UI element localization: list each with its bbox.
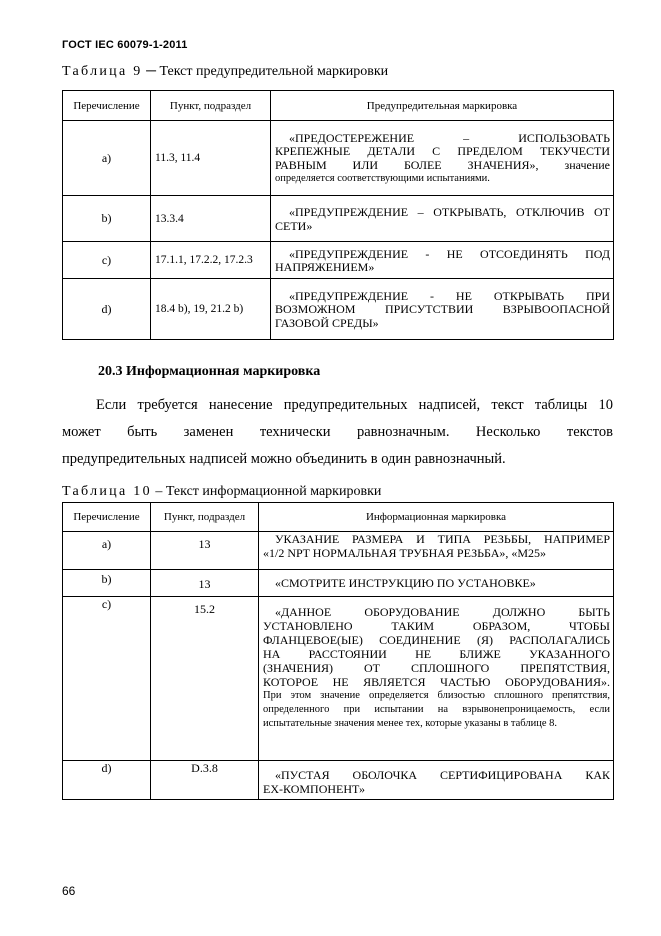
- paragraph-line: предупредительных надписей можно объединить в один равнозначный.: [62, 451, 506, 467]
- table10-col-item: Перечисление: [63, 503, 151, 532]
- row-marking: [259, 761, 614, 800]
- table-row: [63, 242, 614, 279]
- marking-note: определяется соответствующими испытаниями.: [275, 173, 490, 185]
- table10-caption-label: Таблица 10: [62, 484, 152, 499]
- row-item: b): [63, 196, 151, 242]
- row-clause: 17.1.1, 17.2.2, 17.2.3: [151, 242, 271, 279]
- table-row: [63, 196, 614, 242]
- document-header: ГОСТ IEC 60079-1-2011: [62, 39, 188, 51]
- row-marking: [259, 597, 614, 761]
- table9-col-marking: Предупредительная маркировка: [271, 91, 614, 121]
- table9-caption: [62, 64, 388, 80]
- table10-header-row: [63, 503, 614, 532]
- marking-line: ВОЗМОЖНОМ ПРИСУТСТВИИ ВЗРЫВООПАСНОЙ: [275, 302, 610, 317]
- table10-caption-text: – Текст информационной маркировки: [151, 484, 382, 499]
- row-clause: 11.3, 11.4: [151, 121, 271, 196]
- table9: [62, 90, 614, 340]
- table10-col-marking: Информационная маркировка: [259, 503, 614, 532]
- table-row: [63, 279, 614, 340]
- table9-caption-dash: ─: [146, 64, 156, 79]
- marking-line: УСТАНОВЛЕНО ТАКИМ ОБРАЗОМ, ЧТОБЫ: [263, 619, 610, 633]
- table10: [62, 502, 614, 800]
- table-row: [63, 761, 614, 800]
- table9-col-clause: Пункт, подраздел: [151, 91, 271, 121]
- table10-col-clause: Пункт, подраздел: [151, 503, 259, 532]
- paragraph-line: может быть заменен технически равнозначным. Несколько текстов: [62, 424, 613, 440]
- row-marking: [259, 532, 614, 570]
- marking-line: ФЛАНЦЕВОЕ(ЫЕ) СОЕДИНЕНИЕ (Я) РАСПОЛАГАЛИСЬ: [263, 633, 610, 647]
- row-item: a): [63, 532, 151, 570]
- row-clause: 18.4 b), 19, 21.2 b): [151, 279, 271, 340]
- row-marking: [259, 570, 614, 597]
- marking-line: «ДАННОЕ ОБОРУДОВАНИЕ ДОЛЖНО БЫТЬ: [275, 605, 610, 619]
- marking-line: «ПУСТАЯ ОБОЛОЧКА СЕРТИФИЦИРОВАНА КАК: [275, 768, 610, 782]
- row-clause: 15.2: [151, 597, 259, 761]
- row-clause: 13: [151, 532, 259, 570]
- marking-line: «1/2 NPT НОРМАЛЬНАЯ ТРУБНАЯ РЕЗЬБА», «M25»: [263, 545, 547, 560]
- marking-line: РАВНЫМ ИЛИ БОЛЕЕ ЗНАЧЕНИЯ», значение: [275, 157, 610, 172]
- table-row: [63, 532, 614, 570]
- marking-line: КРЕПЕЖНЫЕ ДЕТАЛИ С ПРЕДЕЛОМ ТЕКУЧЕСТИ: [275, 144, 610, 159]
- section-heading: 20.3 Информационная маркировка: [98, 364, 321, 379]
- marking-line: УКАЗАНИЕ РАЗМЕРА И ТИПА РЕЗЬБЫ, НАПРИМЕР: [275, 532, 610, 546]
- marking-line: НА РАССТОЯНИИ НЕ БЛИЖЕ УКАЗАННОГО: [263, 647, 610, 661]
- marking-line: НАПРЯЖЕНИЕМ»: [275, 260, 375, 274]
- marking-line: «СМОТРИТЕ ИНСТРУКЦИЮ ПО УСТАНОВКЕ»: [275, 576, 536, 590]
- marking-line: EX-КОМПОНЕНТ»: [263, 781, 366, 796]
- table-row: [63, 121, 614, 196]
- row-clause: D.3.8: [151, 761, 259, 800]
- marking-line: «ПРЕДУПРЕЖДЕНИЕ – ОТКРЫВАТЬ, ОТКЛЮЧИВ ОТ: [289, 205, 610, 219]
- marking-line: КОТОРОЕ НЕ ЯВЛЯЕТСЯ ЧАСТЬЮ ОБОРУДОВАНИЯ».: [263, 675, 610, 689]
- table-row: [63, 597, 614, 761]
- table10-caption: [62, 484, 381, 500]
- row-clause: 13: [151, 570, 259, 597]
- marking-line: СЕТИ»: [275, 218, 313, 233]
- row-marking: [271, 279, 614, 340]
- table9-header-row: [63, 91, 614, 121]
- row-item: c): [63, 597, 151, 761]
- marking-line: «ПРЕДОСТЕРЕЖЕНИЕ – ИСПОЛЬЗОВАТЬ: [289, 130, 610, 145]
- marking-note: При этом значение определяется близостью сплошного препятствия, определенного при испытании на взрывонепроницаемость, если испытательные значения менее тех, которые указаны в таблице 8.: [263, 690, 610, 729]
- table9-caption-label: Таблица 9: [62, 64, 143, 79]
- row-item: b): [63, 570, 151, 597]
- marking-line: ГАЗОВОЙ СРЕДЫ»: [275, 315, 379, 330]
- row-item: c): [63, 242, 151, 279]
- table9-caption-text: Текст предупредительной маркировки: [156, 64, 389, 79]
- row-marking: [271, 196, 614, 242]
- table-row: [63, 570, 614, 597]
- page-number: 66: [62, 884, 76, 898]
- row-item: d): [63, 279, 151, 340]
- row-marking: [271, 121, 614, 196]
- row-item: d): [63, 761, 151, 800]
- paragraph-line: Если требуется нанесение предупредительных надписей, текст таблицы 10: [96, 397, 613, 413]
- marking-line: «ПРЕДУПРЕЖДЕНИЕ - НЕ ОТКРЫВАТЬ ПРИ: [289, 288, 610, 303]
- row-item: a): [63, 121, 151, 196]
- row-clause: 13.3.4: [151, 196, 271, 242]
- marking-line: «ПРЕДУПРЕЖДЕНИЕ - НЕ ОТСОЕДИНЯТЬ ПОД: [289, 246, 610, 261]
- marking-line: (ЗНАЧЕНИЯ) ОТ СПЛОШНОГО ПРЕПЯТСТВИЯ,: [263, 661, 610, 675]
- table9-col-item: Перечисление: [63, 91, 151, 121]
- row-marking: [271, 242, 614, 279]
